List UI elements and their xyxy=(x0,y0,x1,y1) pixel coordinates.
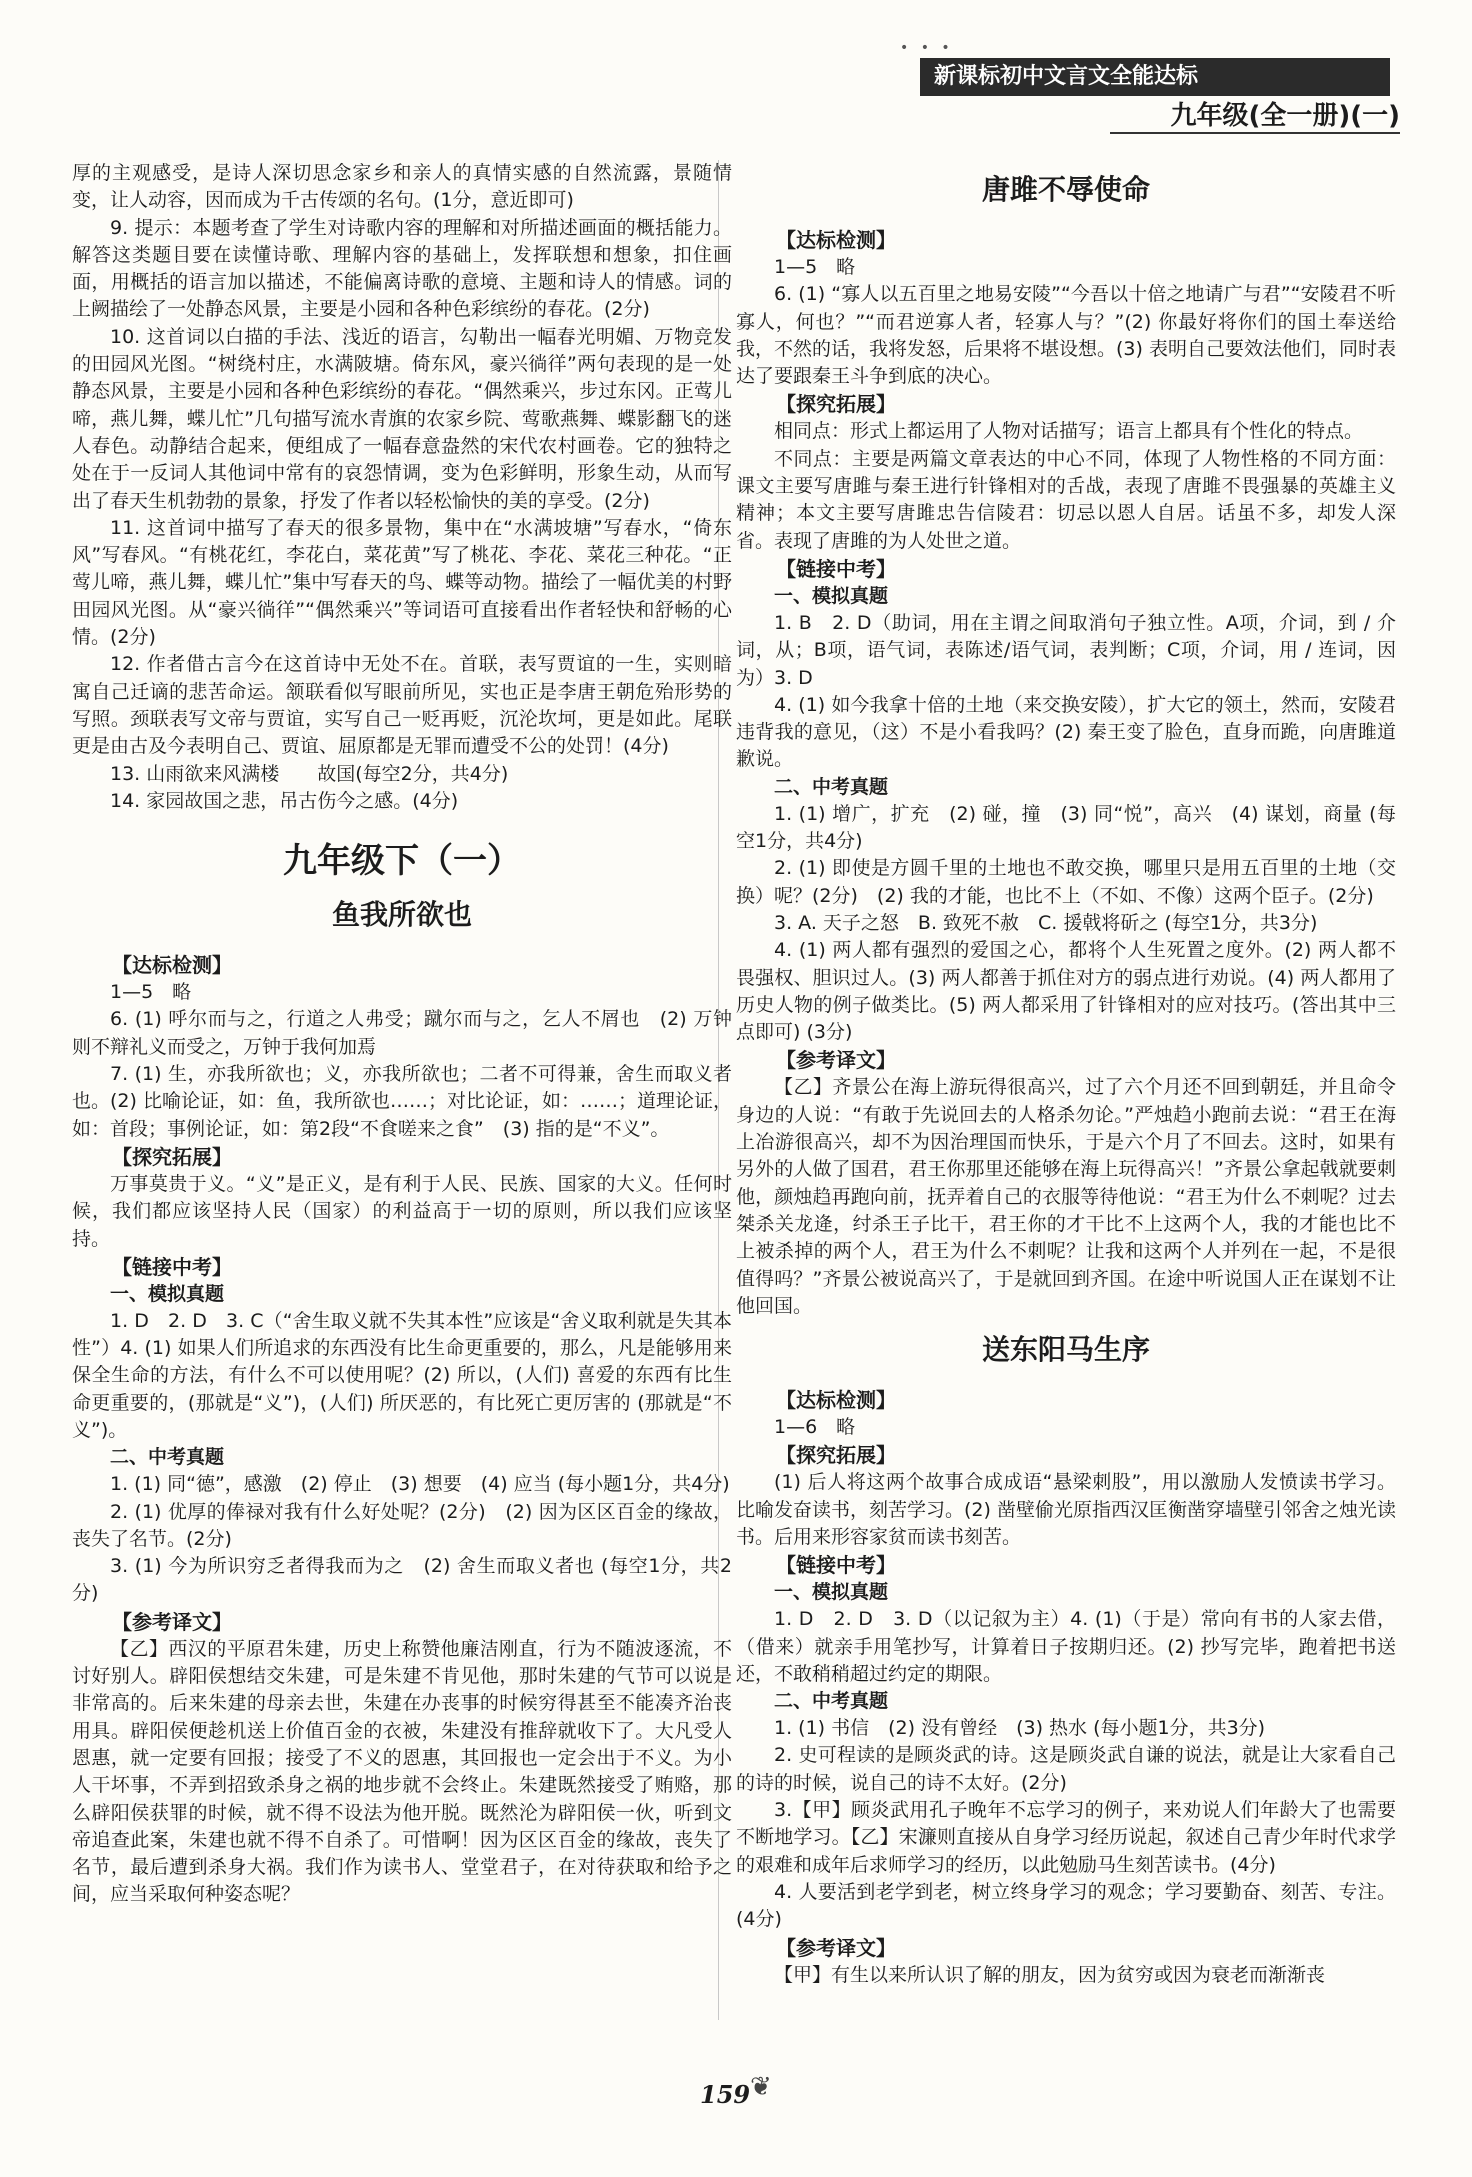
paragraph: 9. 提示：本题考查了学生对诗歌内容的理解和对所描述画面的概括能力。解答这类题目要在读懂诗歌、理解内容的基础上，发挥联想和想象，扣住画面，用概括的语言加以描述，不能偏离诗歌的意境、主题和诗人的情感。词的上阙描绘了一处静态风景，主要是小园和各种色彩缤纷的春花。(2分) xyxy=(72,216,732,321)
paragraph: 3.【甲】顾炎武用孔子晚年不忘学习的例子，来劝说人们年龄大了也需要不断地学习。【乙】宋濂则直接从自身学习经历说起，叙述自己青少年时代求学的艰难和成年后求师学习的经历，以此勉励马生刻苦读书。(4分) xyxy=(736,1799,1396,1876)
paragraph: 1. B 2. D（助词，用在主谓之间取消句子独立性。A项，介词，到 / 介词，从；B项，语气词，表陈述/语气词，表判断；C项，介词，用 / 连词，因为）3. D xyxy=(736,611,1396,689)
label-explore: 【探究拓展】 xyxy=(776,392,896,417)
paragraph: 4. (1) 如今我拿十倍的土地（来交换安陵），扩大它的领土，然而，安陵君违背我的意见，（这）不是小看我吗？(2) 秦王变了脸色，直身而跪，向唐雎道歉说。 xyxy=(736,693,1396,771)
paragraph: (1) 后人将这两个故事合成成语“悬梁刺股”，用以激励人发愤读书学习。比喻发奋读书，刻苦学习。(2) 凿壁偷光原指西汉匡衡凿穿墙壁引邻舍之烛光读书。后用来形容家贫而读书刻苦。 xyxy=(736,1471,1396,1548)
label-explore: 【探究拓展】 xyxy=(776,1443,896,1468)
grade-title: 九年级下（一） xyxy=(283,841,521,882)
paragraph: 2. (1) 优厚的俸禄对我有什么好处呢？(2分) (2) 因为区区百金的缘故，丧失了名节。(2分) xyxy=(72,1500,732,1550)
paragraph: 1. (1) 增广，扩充 (2) 碰，撞 (3) 同“悦”，高兴 (4) 谋划，商量 (每空1分，共4分) xyxy=(736,802,1396,853)
label-check: 【达标检测】 xyxy=(776,228,896,252)
label-link: 【链接中考】 xyxy=(776,1553,896,1578)
paragraph: 10. 这首词以白描的手法、浅近的语言，勾勒出一幅春光明媚、万物竞发的田园风光图。“树绕村庄，水满陂塘。倚东风，豪兴徜徉”两句表现的是一处静态风景，主要是小园和各种色彩缤纷的春花。“偶然乘兴，步过东冈。正莺儿啼，燕儿舞，蝶儿忙”几句描写流水青旗的农家乡院、莺歌燕舞、蝶影翻飞的迷人春色。动静结合起来，便组成了一幅春意盎然的宋代农村画卷。它的独特之处在于一反词人其他词中常有的哀怨情调，变为色彩鲜明，形象生动，从而写出了春天生机勃勃的景象，抒发了作者以轻松愉快的美的享受。(2分) xyxy=(72,325,732,512)
left-column xyxy=(72,160,732,1909)
label-real: 二、中考真题 xyxy=(774,1690,889,1713)
label-mock: 一、模拟真题 xyxy=(110,1282,225,1305)
paragraph: 1. D 2. D 3. C（“舍生取义就不失其本性”应该是“舍义取利就是失其本性”）4. (1) 如果人们所追求的东西没有比生命更重要的，那么，凡是能够用来保全生命的方法，有什么不可以使用呢？(2) 所以，(人们) 喜爱的东西有比生命更重要的，(那就是“义”)，(人们) 所厌恶的，有比死亡更厉害的 (那就是“不义”)。 xyxy=(72,1309,732,1441)
label-real: 二、中考真题 xyxy=(110,1446,225,1469)
book-subtitle: 九年级(全一册)(一) xyxy=(1110,100,1400,134)
paragraph: 【乙】齐景公在海上游玩得很高兴，过了六个月还不回到朝廷，并且命令身边的人说：“有敢于先说回去的人格杀勿论。”严烛趋小跑前去说：“君王在海上冶游很高兴，却不为因治理国而快乐，于是六个月了不回去。这时，如果有另外的人做了国君，君王你那里还能够在海上玩得高兴！”齐景公拿起戟就要刺他，颜烛趋再跑向前，抚弄着自己的衣服等待他说：“君王为什么不刺呢？过去桀杀关龙逄，纣杀王子比干，君王你的才干比不上这两个人，我的才能也比不上被杀掉的两个人，君王为什么不刺呢？让我和这两个人并列在一起，不是很值得吗？”齐景公被说高兴了，于是就回到齐国。在途中听说国人正在谋划不让他回国。 xyxy=(736,1076,1396,1317)
paragraph: 6. (1) 呼尔而与之，行道之人弗受；蹴尔而与之，乞人不屑也 (2) 万钟则不辩礼义而受之，万钟于我何加焉 xyxy=(72,1008,732,1058)
section-title: 唐雎不辱使命 xyxy=(981,173,1150,206)
paragraph: 11. 这首词中描写了春天的很多景物，集中在“水满坡塘”写春水，“倚东风”写春风。“有桃花红，李花白，菜花黄”写了桃花、李花、菜花三种花。“正莺儿啼，燕儿舞，蝶儿忙”集中写春天的鸟、蝶等动物。描绘了一幅优美的村野田园风光图。从“豪兴徜徉”“偶然乘兴”等词语可直接看出作者轻快和舒畅的心情。(2分) xyxy=(72,516,732,649)
label-ref: 【参考译文】 xyxy=(112,1609,232,1634)
paragraph: 6. (1) “寡人以五百里之地易安陵”“今吾以十倍之地请广与君”“安陵君不听寡人，何也？”“而君逆寡人者，轻寡人与？”(2) 你最好将你们的国土奉送给我，不然的话，我将发怒，后果将不堪设想。(3) 表明自己要效法他们，同时表达了要跟秦王斗争到底的决心。 xyxy=(736,283,1396,388)
label-check: 【达标检测】 xyxy=(112,953,232,978)
ornament-icon: ❦ xyxy=(750,2072,772,2102)
paragraph: 1. D 2. D 3. D（以记叙为主）4. (1)（于是）常向有书的人家去借，（借来）就亲手用笔抄写，计算着日子按期归还。(2) 抄写完毕，跑着把书送还，不敢稍稍超过约定的期限。 xyxy=(736,1608,1396,1685)
paragraph: 1—6 略 xyxy=(774,1416,856,1439)
section-title: 送东阳马生序 xyxy=(981,1333,1150,1367)
paragraph: 【甲】有生以来所认识了解的朋友，因为贫穷或因为衰老而渐渐丧 xyxy=(774,1963,1326,1986)
label-link: 【链接中考】 xyxy=(776,556,896,581)
label-mock: 一、模拟真题 xyxy=(774,584,889,607)
label-real: 二、中考真题 xyxy=(774,775,889,798)
label-ref: 【参考译文】 xyxy=(776,1048,896,1073)
paragraph: 2. (1) 即使是方圆千里的土地也不敢交换，哪里只是用五百里的土地（交换）呢？(2分) (2) 我的才能，也比不上（不如、不像）这两个臣子。(2分) xyxy=(736,857,1396,907)
paragraph: 【乙】西汉的平原君朱建，历史上称赞他廉洁刚直，行为不随波逐流，不讨好别人。辟阳侯想结交朱建，可是朱建不肯见他，那时朱建的气节可以说是非常高的。后来朱建的母亲去世，朱建在办丧事的时候穷得甚至不能凑齐治丧用具。辟阳侯便趁机送上价值百金的衣被，朱建没有推辞就收下了。大凡受人恩惠，就一定要有回报；接受了不义的恩惠，其回报也一定会出于不义。为小人干坏事，不弄到招致杀身之祸的地步就不会终止。朱建既然接受了贿赂，那么辟阳侯获罪的时候，就不得不设法为他开脱。既然沦为辟阳侯一伙，听到文帝追查此案，朱建也就不得不自杀了。可惜啊！因为区区百金的缘故，丧失了名节，最后遭到杀身大祸。我们作为读书人、堂堂君子，在对待获取和给予之间，应当采取何种姿态呢？ xyxy=(72,1637,732,1906)
paragraph: 相同点：形式上都运用了人物对话描写；语言上都具有个性化的特点。 xyxy=(774,420,1364,443)
paragraph: 3. (1) 今为所识穷乏者得我而为之 (2) 舍生而取义者也 (每空1分，共2分) xyxy=(72,1555,732,1605)
paragraph: 13. 山雨欲来风满楼 故国(每空2分，共4分) xyxy=(110,762,509,785)
label-link: 【链接中考】 xyxy=(112,1254,232,1279)
section-title: 鱼我所欲也 xyxy=(331,898,472,932)
paragraph: 1—5 略 xyxy=(774,256,856,278)
book-title: 新课标初中文言文全能达标 xyxy=(920,58,1390,96)
right-column xyxy=(736,160,1396,1989)
paragraph: 厚的主观感受，是诗人深切思念家乡和亲人的真情实感的自然流露，景随情变，让人动容，因而成为千古传颂的名句。(1分，意近即可) xyxy=(72,162,732,212)
paragraph: 4. (1) 两人都有强烈的爱国之心，都将个人生死置之度外。(2) 两人都不畏强权、胆识过人。(3) 两人都善于抓住对方的弱点进行劝说。(4) 两人都用了历史人物的例子做类比。(5) 两人都采用了针锋相对的应对技巧。(答出其中三点即可) (3分) xyxy=(736,939,1396,1044)
paragraph: 不同点：主要是两篇文章表达的中心不同，体现了人物性格的不同方面：课文主要写唐雎与秦王进行针锋相对的舌战，表现了唐雎不畏强暴的英雄主义精神；本文主要写唐雎忠告信陵君：切忌以恩人自居。话虽不多，却发人深省。表现了唐雎的为人处世之道。 xyxy=(736,447,1396,552)
paragraph: 14. 家园故国之悲，吊古伤今之感。(4分) xyxy=(110,789,459,812)
label-mock: 一、模拟真题 xyxy=(774,1581,889,1604)
paragraph: 1. (1) 书信 (2) 没有曾经 (3) 热水 (每小题1分，共3分) xyxy=(774,1717,1266,1740)
label-check: 【达标检测】 xyxy=(776,1388,896,1413)
paragraph: 万事莫贵于义。“义”是正义，是有利于人民、民族、国家的大义。任何时候，我们都应该坚持人民（国家）的利益高于一切的原则，所以我们应该坚持。 xyxy=(72,1172,732,1250)
page-number: 159 xyxy=(700,2080,751,2109)
label-ref: 【参考译文】 xyxy=(776,1935,896,1960)
paragraph: 7. (1) 生，亦我所欲也；义，亦我所欲也；二者不可得兼，舍生而取义者也。(2) 比喻论证，如：鱼，我所欲也……；对比论证，如：……；道理论证，如：首段；事例论证，如：第2段“不食嗟来之食” (3) 指的是“不义”。 xyxy=(72,1063,732,1140)
paragraph: 3. A. 天子之怒 B. 致死不赦 C. 援戟将斫之 (每空1分，共3分) xyxy=(774,911,1318,934)
paragraph: 1. (1) 同“德”，感激 (2) 停止 (3) 想要 (4) 应当 (每小题1分，共4分) xyxy=(110,1473,730,1496)
header-dots: • • • xyxy=(900,40,954,56)
label-explore: 【探究拓展】 xyxy=(112,1144,232,1169)
paragraph: 1—5 略 xyxy=(110,981,192,1004)
paragraph: 4. 人要活到老学到老，树立终身学习的观念；学习要勤奋、刻苦、专注。(4分) xyxy=(736,1880,1396,1931)
paragraph: 12. 作者借古言今在这首诗中无处不在。首联，表写贾谊的一生，实则暗寓自己迁谪的悲苦命运。颔联看似写眼前所见，实也正是李唐王朝危殆形势的写照。颈联表写文帝与贾谊，实写自己一贬再贬，沉沦坎坷，更是如此。尾联更是由古及今表明自己、贾谊、屈原都是无罪而遭受不公的处罚！(4分) xyxy=(72,653,732,758)
paragraph: 2. 史可程读的是顾炎武的诗。这是顾炎武自谦的说法，就是让大家看自己的诗的时候，说自己的诗不太好。(2分) xyxy=(736,1744,1396,1794)
